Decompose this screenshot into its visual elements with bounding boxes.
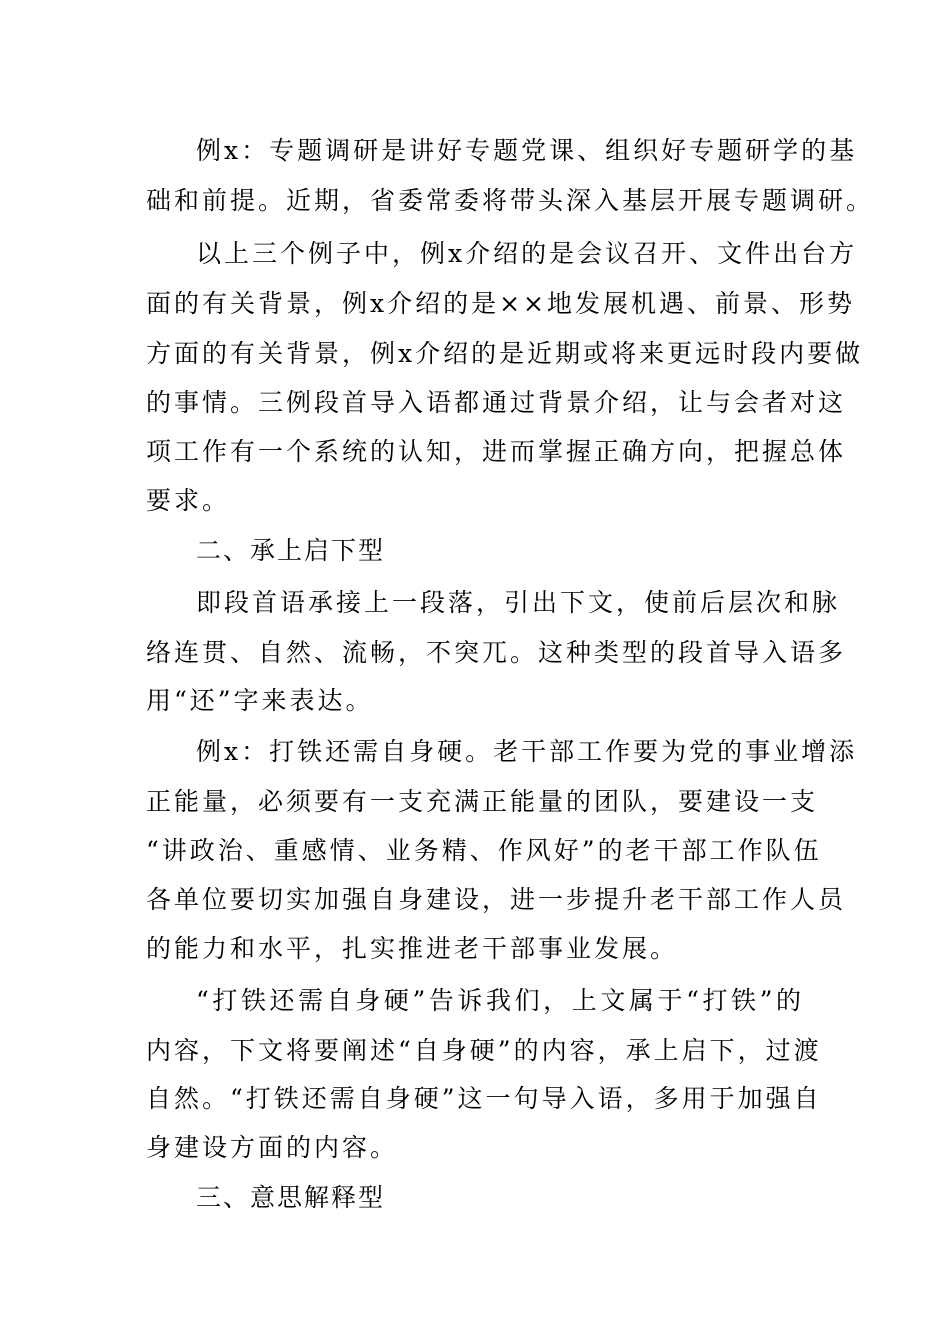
- section-heading: 二、承上启下型: [196, 536, 386, 565]
- paragraph-line: 项工作有一个系统的认知，进而掌握正确方向，把握总体: [146, 437, 847, 466]
- paragraph-line: 内容，下文将要阐述“自身硬”的内容，承上启下，过渡: [146, 1036, 822, 1065]
- paragraph-line: 的事情。三例段首导入语都通过背景介绍，让与会者对这: [146, 388, 847, 417]
- paragraph-line: 方面的有关背景，例x介绍的是近期或将来更远时段内要做: [146, 339, 864, 368]
- paragraph-line: 身建设方面的内容。: [146, 1133, 399, 1162]
- paragraph-line: 的能力和水平，扎实推进老干部事业发展。: [146, 934, 679, 963]
- paragraph-line: 例x：专题调研是讲好专题党课、组织好专题研学的基: [196, 136, 858, 165]
- paragraph-line: 例x：打铁还需自身硬。老干部工作要为党的事业增添: [196, 737, 858, 766]
- paragraph-line: 即段首语承接上一段落，引出下文，使前后层次和脉: [196, 588, 841, 617]
- paragraph-line: 用“还”字来表达。: [146, 686, 374, 715]
- paragraph-line: 各单位要切实加强自身建设，进一步提升老干部工作人员: [146, 885, 847, 914]
- paragraph-line: “打铁还需自身硬”告诉我们，上文属于“打铁”的: [196, 986, 804, 1015]
- paragraph-line: 础和前提。近期，省委常委将带头深入基层开展专题调研。: [146, 186, 875, 215]
- paragraph-line: 要求。: [146, 486, 231, 515]
- paragraph-line: 面的有关背景，例x介绍的是××地发展机遇、前景、形势: [146, 289, 855, 318]
- paragraph-line: 络连贯、自然、流畅，不突兀。这种类型的段首导入语多: [146, 638, 847, 667]
- paragraph-line: 以上三个例子中，例x介绍的是会议召开、文件出台方: [196, 239, 858, 268]
- paragraph-line: 自然。“打铁还需自身硬”这一句导入语，多用于加强自: [146, 1084, 822, 1113]
- section-heading: 三、意思解释型: [196, 1183, 386, 1212]
- paragraph-line: 正能量，必须要有一支充满正能量的团队，要建设一支: [146, 787, 819, 816]
- paragraph-line: “讲政治、重感情、业务精、作风好”的老干部工作队伍: [146, 836, 822, 865]
